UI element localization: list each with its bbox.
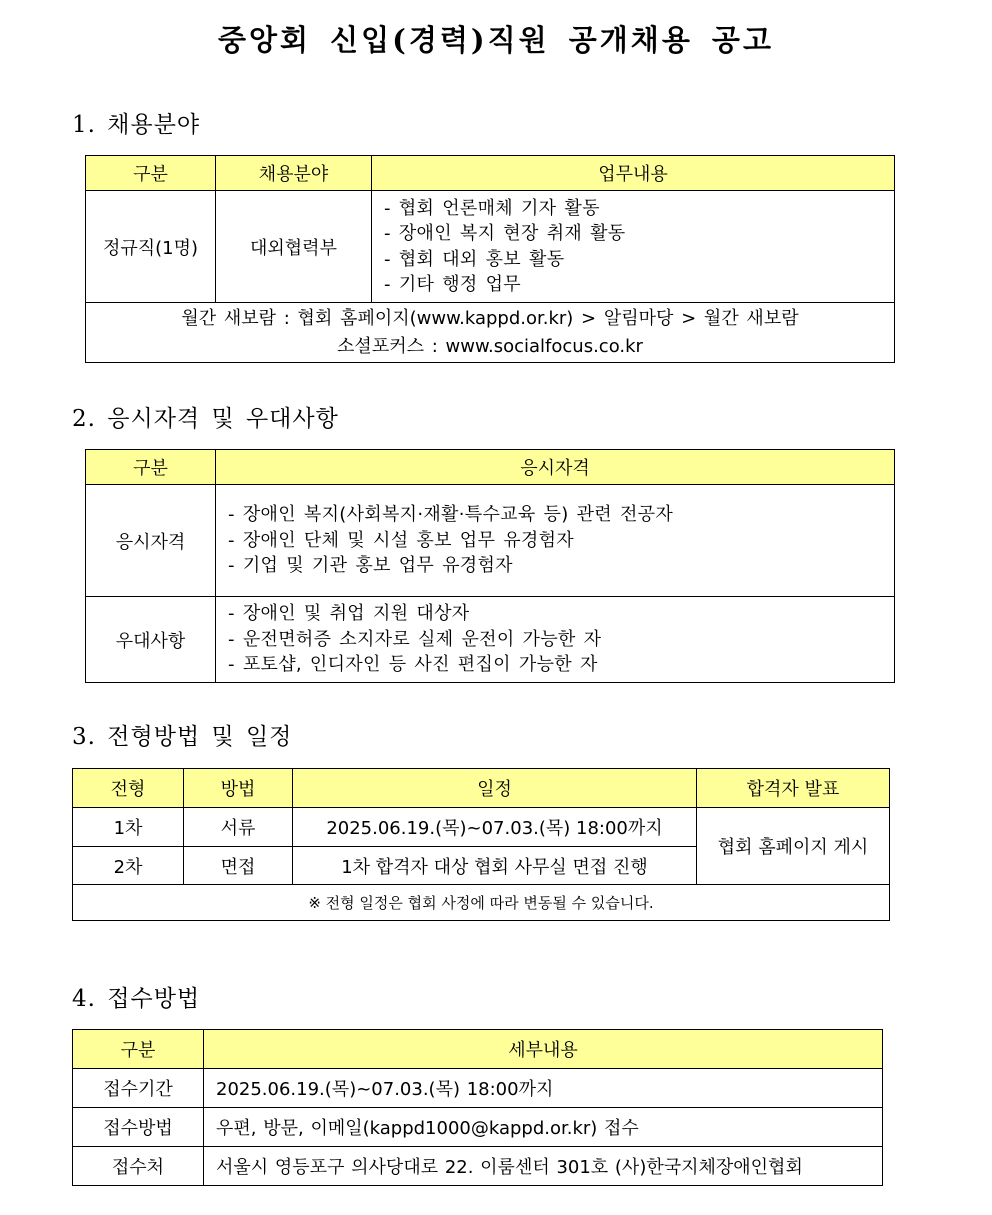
header-field: 채용분야 — [216, 156, 372, 191]
application-method-label: 접수방법 — [73, 1108, 204, 1147]
section-3-heading: 3. 전형방법 및 일정 — [72, 724, 293, 750]
preference-item: - 장애인 및 취업 지원 대상자 — [228, 603, 470, 625]
application-place-value: 서울시 영등포구 의사당대로 22. 이룸센터 301호 (사)한국지체장애인협회 — [204, 1147, 883, 1186]
duty-item: - 장애인 복지 현장 취재 활동 — [384, 223, 626, 244]
schedule-note: ※ 전형 일정은 협회 사정에 따라 변동될 수 있습니다. — [73, 885, 890, 921]
application-period-label: 접수기간 — [73, 1069, 204, 1108]
preference-label: 우대사항 — [86, 597, 216, 683]
header-method: 방법 — [184, 769, 293, 808]
qualification-label: 응시자격 — [86, 485, 216, 597]
publication-line: 소셜포커스 : www.socialfocus.co.kr — [337, 335, 643, 357]
header-details: 세부내용 — [204, 1030, 883, 1069]
preference-item: - 포토샵, 인디자인 등 사진 편집이 가능한 자 — [228, 654, 598, 676]
qualification-list — [216, 485, 895, 597]
application-place-label: 접수처 — [73, 1147, 204, 1186]
header-category: 구분 — [86, 156, 216, 191]
method-2: 면접 — [184, 847, 293, 885]
method-1: 서류 — [184, 808, 293, 847]
section-1-heading: 1. 채용분야 — [72, 112, 201, 138]
announcement: 협회 홈페이지 게시 — [697, 808, 890, 885]
header-category: 구분 — [86, 450, 216, 485]
publication-line: 월간 새보람 : 협회 홈페이지(www.kappd.or.kr) > 알림마당 > 월간 새보람 — [181, 307, 799, 329]
application-method-value: 우편, 방문, 이메일(kappd1000@kappd.or.kr) 접수 — [204, 1108, 883, 1147]
header-stage: 전형 — [73, 769, 184, 808]
stage-1: 1차 — [73, 808, 184, 847]
schedule-1: 2025.06.19.(목)~07.03.(목) 18:00까지 — [293, 808, 697, 847]
header-duties: 업무내용 — [372, 156, 895, 191]
section-4-heading: 4. 접수방법 — [72, 986, 201, 1012]
qualification-item: - 기업 및 기관 홍보 업무 유경험자 — [228, 555, 513, 577]
duty-item: - 기타 행정 업무 — [384, 274, 521, 295]
header-category: 구분 — [73, 1030, 204, 1069]
qualification-item: - 장애인 복지(사회복지·재활·특수교육 등) 관련 전공자 — [228, 504, 674, 526]
duty-item: - 협회 대외 홍보 활동 — [384, 248, 565, 270]
duty-item: - 협회 언론매체 기자 활동 — [384, 197, 600, 219]
header-qualification: 응시자격 — [216, 450, 895, 485]
duties-list — [372, 191, 895, 303]
stage-2: 2차 — [73, 847, 184, 885]
application-period-value: 2025.06.19.(목)~07.03.(목) 18:00까지 — [204, 1069, 883, 1108]
header-schedule: 일정 — [293, 769, 697, 808]
application-table — [72, 1029, 883, 1186]
recruitment-field-table — [85, 155, 895, 363]
publication-info — [86, 303, 895, 363]
department: 대외협력부 — [216, 191, 372, 303]
preference-list — [216, 597, 895, 683]
qualification-item: - 장애인 단체 및 시설 홍보 업무 유경험자 — [228, 529, 574, 551]
preference-item: - 운전면허증 소지자로 실제 운전이 가능한 자 — [228, 628, 602, 650]
header-announcement: 합격자 발표 — [697, 769, 890, 808]
schedule-2: 1차 합격자 대상 협회 사무실 면접 진행 — [293, 847, 697, 885]
section-2-heading: 2. 응시자격 및 우대사항 — [72, 406, 339, 432]
schedule-table — [72, 768, 890, 921]
employment-type: 정규직(1명) — [86, 191, 216, 303]
page-title: 중앙회 신입(경력)직원 공개채용 공고 — [218, 23, 774, 57]
qualification-table — [85, 449, 895, 683]
